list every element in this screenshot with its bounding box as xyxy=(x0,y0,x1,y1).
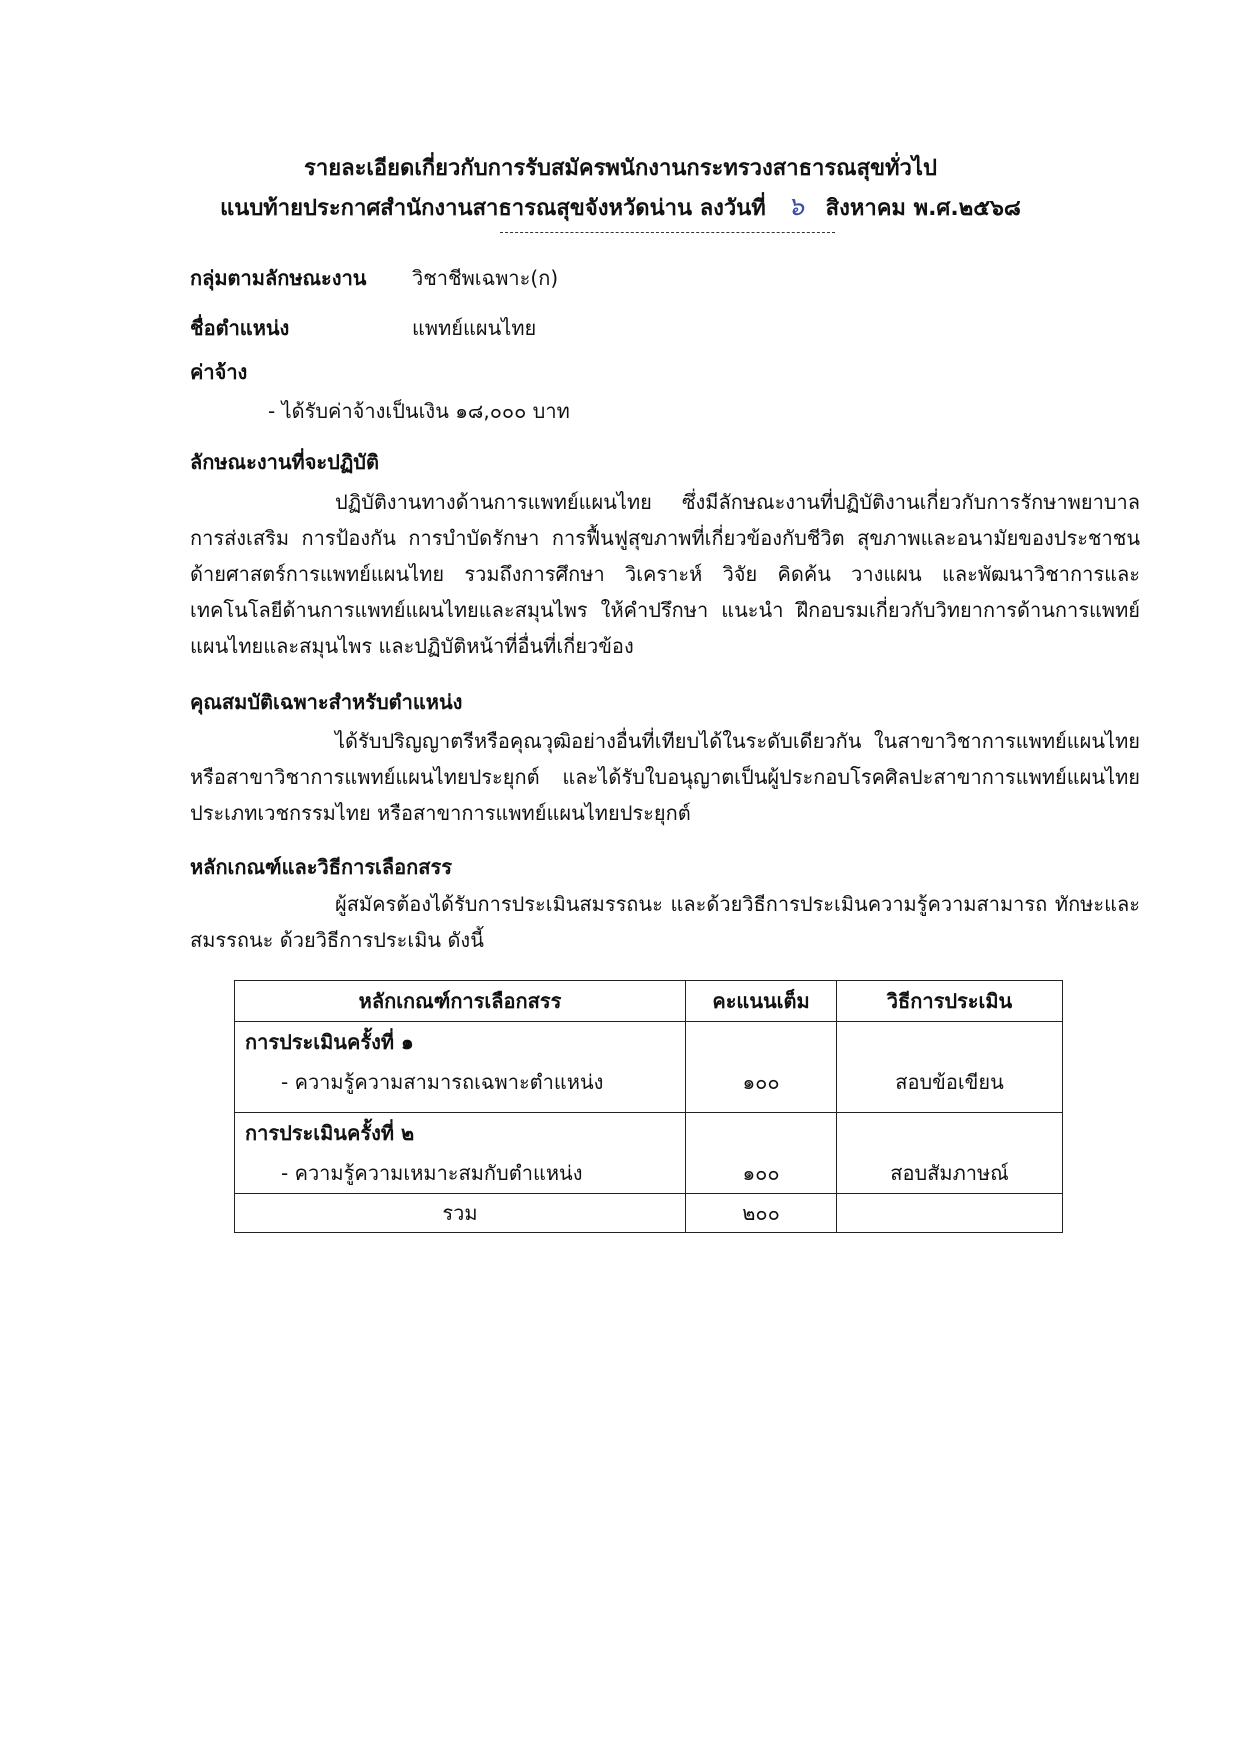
header-criteria: หลักเกณฑ์การเลือกสรร xyxy=(235,981,686,1022)
round-1-title: การประเมินครั้งที่ ๑ xyxy=(245,1030,414,1054)
selection-title: หลักเกณฑ์และวิธีการเลือกสรร xyxy=(190,855,452,879)
total-score: ๒๐๐ xyxy=(686,1194,837,1233)
position-label: ชื่อตำแหน่ง xyxy=(190,316,290,340)
position-value: แพทย์แผนไทย xyxy=(412,316,537,340)
total-label: รวม xyxy=(235,1194,686,1233)
round-2-score-cell xyxy=(686,1113,837,1194)
round-1-method: สอบข้อเขียน xyxy=(895,1070,1004,1094)
round-2-item: - ความรู้ความเหมาะสมกับตำแหน่ง xyxy=(281,1161,583,1185)
round-2-score: ๑๐๐ xyxy=(742,1161,780,1185)
selection-criteria-table xyxy=(234,980,1063,1233)
round-1-score-cell xyxy=(686,1022,837,1113)
round-2-title: การประเมินครั้งที่ ๒ xyxy=(245,1121,415,1145)
table-row xyxy=(235,1113,1063,1194)
round-2-cell xyxy=(235,1113,686,1194)
round-2-method-cell xyxy=(837,1113,1063,1194)
duties-title: ลักษณะงานที่จะปฏิบัติ xyxy=(190,450,379,474)
wage-label: ค่าจ้าง xyxy=(190,360,248,384)
table-header-row xyxy=(235,981,1063,1022)
subtitle-suffix: สิงหาคม พ.ศ.๒๕๖๘ xyxy=(825,196,1021,221)
duties-text: ปฏิบัติงานทางด้านการแพทย์แผนไทย ซึ่งมีลักษณะงานที่ปฏิบัติงานเกี่ยวกับการรักษาพยาบาล การส่งเสริม การป้องกัน การบำบัดรักษา การฟื้นฟูสุขภาพที่เกี่ยวข้องกับชีวิต สุขภาพและอนามัยของประชาชนด้ายศาสตร์การแพทย์แผนไทย รวมถึงการศึกษา วิเคราะห์ วิจัย คิดค้น วางแผน และพัฒนาวิชาการและเทคโนโลยีด้านการแพทย์แผนไทยและสมุนไพร ให้คำปรึกษา แนะนำ ฝึกอบรมเกี่ยวกับวิทยาการด้านการแพทย์แผนไทยและสมุนไพร และปฏิบัติหน้าที่อื่นที่เกี่ยวข้อง xyxy=(190,490,1140,658)
qualifications-title: คุณสมบัติเฉพาะสำหรับตำแหน่ง xyxy=(190,690,463,714)
round-1-method-cell xyxy=(837,1022,1063,1113)
document-title: รายละเอียดเกี่ยวกับการรับสมัครพนักงานกระทรวงสาธารณสุขทั่วไป xyxy=(304,156,937,181)
wage-value: - ได้รับค่าจ้างเป็นเงิน ๑๘,๐๐๐ บาท xyxy=(268,399,570,423)
qualifications-text: ได้รับปริญญาตรีหรือคุณวุฒิอย่างอื่นที่เทียบได้ในระดับเดียวกัน ในสาขาวิชาการแพทย์แผนไทยหรือสาขาวิชาการแพทย์แผนไทยประยุกต์ และได้รับใบอนุญาตเป็นผู้ประกอบโรคศิลปะสาขาการแพทย์แผนไทยประเภทเวชกรรมไทย หรือสาขาการแพทย์แผนไทยประยุกต์ xyxy=(190,729,1140,825)
round-2-method: สอบสัมภาษณ์ xyxy=(890,1161,1009,1185)
handwritten-day: ๖ xyxy=(787,192,804,222)
selection-text: ผู้สมัครต้องได้รับการประเมินสมรรถนะ และด้วยวิธีการประเมินความรู้ความสามารถ ทักษะและสมรรถนะ ด้วยวิธีการประเมิน ดังนี้ xyxy=(190,892,1140,952)
header-full-score: คะแนนเต็ม xyxy=(686,981,837,1022)
header-method: วิธีการประเมิน xyxy=(837,981,1063,1022)
total-method-empty xyxy=(837,1194,1063,1233)
document-subtitle xyxy=(0,190,1241,226)
table-total-row xyxy=(235,1194,1063,1233)
group-label: กลุ่มตามลักษณะงาน xyxy=(190,266,367,290)
subtitle-prefix: แนบท้ายประกาศสำนักงานสาธารณสุขจังหวัดน่าน ลงวันที่ xyxy=(220,196,766,221)
table-row xyxy=(235,1022,1063,1113)
round-1-score: ๑๐๐ xyxy=(742,1070,780,1094)
dashed-divider xyxy=(500,232,835,233)
group-value: วิชาชีพเฉพาะ(ก) xyxy=(412,266,559,290)
round-1-item: - ความรู้ความสามารถเฉพาะตำแหน่ง xyxy=(281,1070,604,1094)
round-1-cell xyxy=(235,1022,686,1113)
